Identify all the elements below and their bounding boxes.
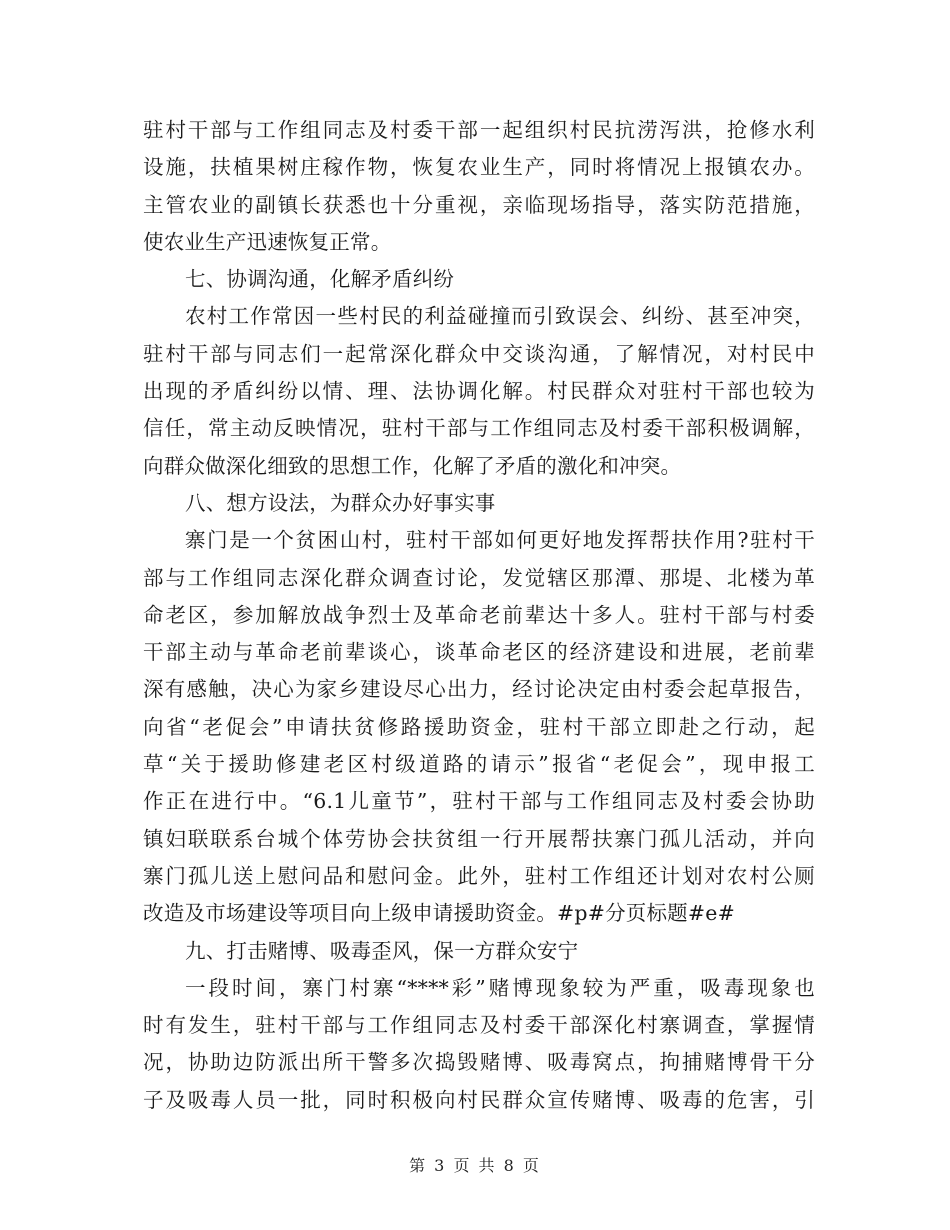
paragraph-line: 信任，常主动反映情况，驻村干部与工作组同志及村委干部积极调解， xyxy=(143,416,815,441)
paragraph-line: 时有发生，驻村干部与工作组同志及村委干部深化村寨调查，掌握情 xyxy=(143,1013,815,1038)
paragraph-line: 深有感触，决心为家乡建设尽心出力，经讨论决定由村委会起草报告， xyxy=(143,677,815,702)
paragraph-line: 驻村干部与同志们一起常深化群众中交谈沟通，了解情况，对村民中 xyxy=(143,341,815,366)
section-heading: 八、想方设法，为群众办好事实事 xyxy=(185,490,496,515)
paragraph-line: 驻村干部与工作组同志及村委干部一起组织村民抗涝泻洪，抢修水利 xyxy=(143,118,815,142)
paragraph-line: 向省“老促会”申请扶贫修路援助资金，驻村干部立即赴之行动，起 xyxy=(143,714,815,739)
paragraph-line: 部与工作组同志深化群众调查讨论，发觉辖区那潭、那堤、北楼为革 xyxy=(143,565,815,590)
paragraph-line: 况，协助边防派出所干警多次捣毁赌博、吸毒窝点，拘捕赌博骨干分 xyxy=(143,1050,815,1075)
paragraph-line: 命老区，参加解放战争烈士及革命老前辈达十多人。驻村干部与村委 xyxy=(143,602,815,627)
section-heading: 七、协调沟通，化解矛盾纠纷 xyxy=(185,267,455,292)
paragraph-line: 主管农业的副镇长获悉也十分重视，亲临现场指导，落实防范措施， xyxy=(143,192,815,217)
paragraph-line: 寨门孤儿送上慰问品和慰问金。此外，驻村工作组还计划对农村公厕 xyxy=(143,863,815,888)
section-heading: 九、打击赌博、吸毒歪风，保一方群众安宁 xyxy=(185,938,579,963)
paragraph-line: 使农业生产迅速恢复正常。 xyxy=(143,229,392,254)
paragraph-line: 改造及市场建设等项目向上级申请援助资金。#p#分页标题#e# xyxy=(143,901,735,926)
paragraph-line: 子及吸毒人员一批，同时积极向村民群众宣传赌博、吸毒的危害，引 xyxy=(143,1087,815,1112)
paragraph-line: 设施，扶植果树庄稼作物，恢复农业生产，同时将情况上报镇农办。 xyxy=(143,155,815,180)
document-body xyxy=(143,112,815,1119)
paragraph-line: 向群众做深化细致的思想工作，化解了矛盾的激化和冲突。 xyxy=(143,453,682,478)
page-footer: 第 3 页 共 8 页 xyxy=(409,1156,541,1175)
paragraph-line: 出现的矛盾纠纷以情、理、法协调化解。村民群众对驻村干部也较为 xyxy=(143,379,815,404)
paragraph-line: 镇妇联联系台城个体劳协会扶贫组一行开展帮扶寨门孤儿活动，并向 xyxy=(143,826,815,851)
paragraph-line: 农村工作常因一些村民的利益碰撞而引致误会、纠纷、甚至冲突， xyxy=(185,304,815,329)
paragraph-line: 寨门是一个贫困山村，驻村干部如何更好地发挥帮扶作用?驻村干 xyxy=(185,528,815,553)
paragraph-line: 干部主动与革命老前辈谈心，谈革命老区的经济建设和进展，老前辈 xyxy=(143,640,815,665)
paragraph-line: 草“关于援助修建老区村级道路的请示”报省“老促会”，现申报工 xyxy=(143,752,815,777)
paragraph-line: 作正在进行中。“6.1儿童节”，驻村干部与工作组同志及村委会协助 xyxy=(143,789,815,814)
paragraph-line: 一段时间，寨门村寨“****彩”赌博现象较为严重，吸毒现象也 xyxy=(185,975,815,1000)
